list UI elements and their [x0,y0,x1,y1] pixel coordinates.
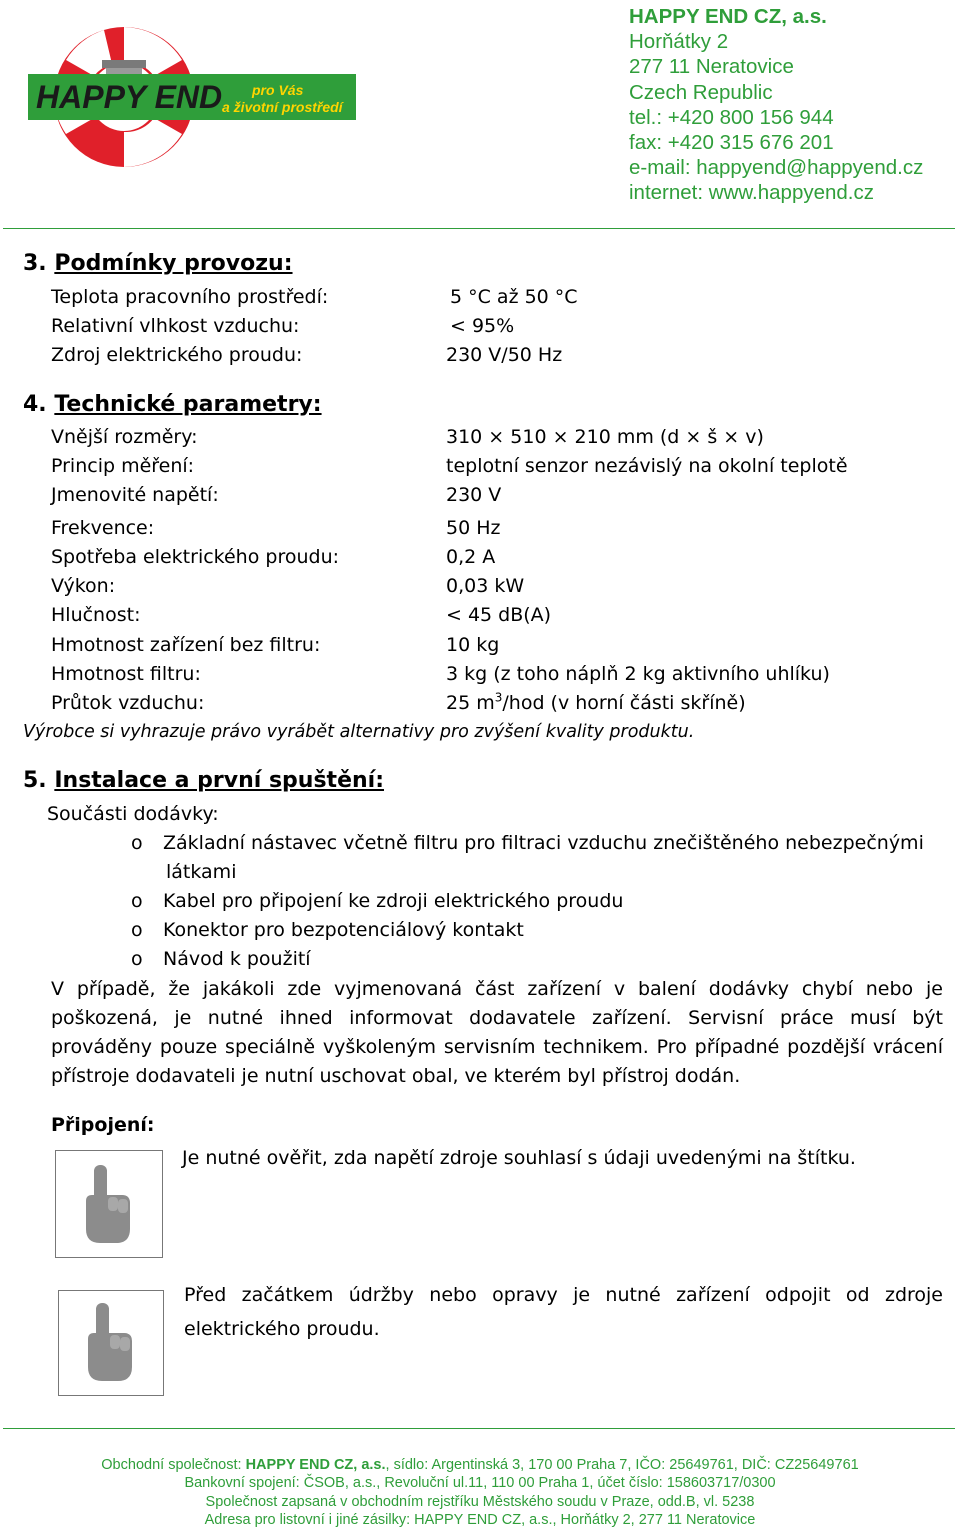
company-fax: fax: +420 315 676 201 [629,131,834,155]
company-name: HAPPY END CZ, a.s. [629,5,827,28]
company-email[interactable]: e-mail: happyend@happyend.cz [629,156,924,180]
s4-label-weight: Hmotnost zařízení bez filtru: [51,634,321,656]
s4-label-consumption: Spotřeba elektrického proudu: [51,546,340,568]
s4-label-principle: Princip měření: [51,455,195,477]
footer-line-3: Společnost zapsaná v obchodním rejstříku Městského soudu v Praze, odd.B, vl. 5238 [205,1493,755,1510]
footer-line-4: Adresa pro listovní i jiné zásilky: HAPPY END CZ, a.s., Horňátky 2, 277 11 Neratovice [204,1511,756,1528]
s3-label-power: Zdroj elektrického proudu: [51,344,303,366]
s4-value-weight: 10 kg [446,634,500,656]
s4-value-principle: teplotní senzor nezávislý na okolní teplotě [446,455,848,477]
notice-box-2 [58,1290,164,1396]
notice-1-text: Je nutné ověřit, zda napětí zdroje souhlasí s údaji uvedenými na štítku. [182,1147,856,1169]
company-address [629,4,960,206]
section5-title: Instalace a první spuštění: [54,768,384,793]
footer-line1-prefix: Obchodní společnost: [101,1457,246,1473]
section5-heading [23,768,384,793]
bullet-4: o [131,948,143,970]
s3-label-temp: Teplota pracovního prostředí: [51,286,329,308]
company-tel: tel.: +420 800 156 944 [629,105,834,129]
company-logo [24,24,360,170]
section3-number: 3. [23,251,47,276]
missing-parts-paragraph: V případě, že jakákoli zde vyjmenovaná část zařízení v balení dodávky chybí nebo je poškozená, je nutné ihned informovat dodavatele zařízení. Servisní práce musí být prováděny pouze speciálně vyškoleným servisním technikem. Pro případné pozdější vrácení přístroje dodavateli je nutní uschovat obal, ve kterém byl přístroj dodán. [51,978,943,1087]
section5-number: 5. [23,768,47,793]
section4-number: 4. [23,392,47,417]
s4-label-voltage: Jmenovité napětí: [51,484,219,506]
s3-label-humidity: Relativní vlhkost vzduchu: [51,315,300,337]
s4-value-voltage: 230 V [446,484,502,506]
part-item-3: Konektor pro bezpotenciálový kontakt [163,919,524,941]
bullet-3: o [131,919,143,941]
footer-divider [3,1428,955,1429]
s3-value-temp: 5 °C až 50 °C [450,286,578,308]
section3-heading [23,251,293,276]
notice-box-1 [55,1150,163,1258]
company-street: Horňátky 2 [629,30,729,54]
s4-value-consumption: 0,2 A [446,546,496,568]
part-item-2: Kabel pro připojení ke zdroji elektrického proudu [163,890,624,912]
logo-brand-text: HAPPY END [36,79,223,115]
airflow-prefix: 25 m [446,692,495,714]
section3-title: Podmínky provozu: [54,251,293,276]
s4-label-output: Výkon: [51,575,116,597]
s4-value-frequency: 50 Hz [446,517,501,539]
company-city: 277 11 Neratovice [629,55,794,79]
company-country: Czech Republic [629,80,773,104]
manufacturer-note: Výrobce si vyhrazuje právo vyrábět alternativy pro zvýšení kvality produktu. [23,722,695,742]
bullet-1: o [131,832,143,854]
section4-title: Technické parametry: [54,392,322,417]
s4-value-dimensions: 310 × 510 × 210 mm (d × š × v) [446,426,764,448]
footer-line1-company: HAPPY END CZ, a.s. [245,1457,386,1473]
s4-label-noise: Hlučnost: [51,604,141,626]
s3-value-humidity: < 95% [450,315,515,337]
s4-value-filter-weight: 3 kg (z toho náplň 2 kg aktivního uhlíku) [446,663,830,685]
footer-line-1 [0,1456,960,1474]
logo-tagline-1: pro Vás [252,82,304,98]
parts-heading: Součásti dodávky: [47,803,219,825]
pointing-hand-icon [56,1151,162,1257]
s4-value-airflow [446,689,746,718]
s3-value-power: 230 V/50 Hz [446,344,563,366]
s4-value-noise: < 45 dB(A) [446,604,552,626]
s4-label-dimensions: Vnější rozměry: [51,426,198,448]
airflow-superscript: 3 [494,690,503,705]
company-web[interactable]: internet: www.happyend.cz [629,181,874,205]
airflow-suffix: /hod (v horní části skříně) [502,692,746,714]
part-item-1-line1: Základní nástavec včetně filtru pro filtraci vzduchu znečištěného nebezpečnými [163,832,924,854]
footer-line-2: Bankovní spojení: ČSOB, a.s., Revoluční ul.11, 110 00 Praha 1, účet číslo: 158603717/0300 [184,1475,776,1492]
s4-label-airflow: Průtok vzduchu: [51,692,205,714]
lifebuoy-logo-icon [24,24,360,170]
logo-tagline-2: a životní prostředí [222,99,343,115]
s4-label-frequency: Frekvence: [51,517,155,539]
s4-label-filter-weight: Hmotnost filtru: [51,663,201,685]
connection-heading: Připojení: [51,1114,155,1136]
pointing-hand-icon [59,1291,163,1395]
part-item-1-line2: látkami [166,861,237,883]
section4-heading [23,392,322,417]
s4-value-output: 0,03 kW [446,575,525,597]
header-divider [3,228,955,229]
bullet-2: o [131,890,143,912]
part-item-4: Návod k použití [163,948,311,970]
notice-2-text: Před začátkem údržby nebo opravy je nutné zařízení odpojit od zdroje elektrického proudu. [184,1284,943,1340]
footer-line1-suffix: , sídlo: Argentinská 3, 170 00 Praha 7, IČO: 25649761, DIČ: CZ25649761 [385,1457,859,1473]
footer [0,1456,960,1529]
